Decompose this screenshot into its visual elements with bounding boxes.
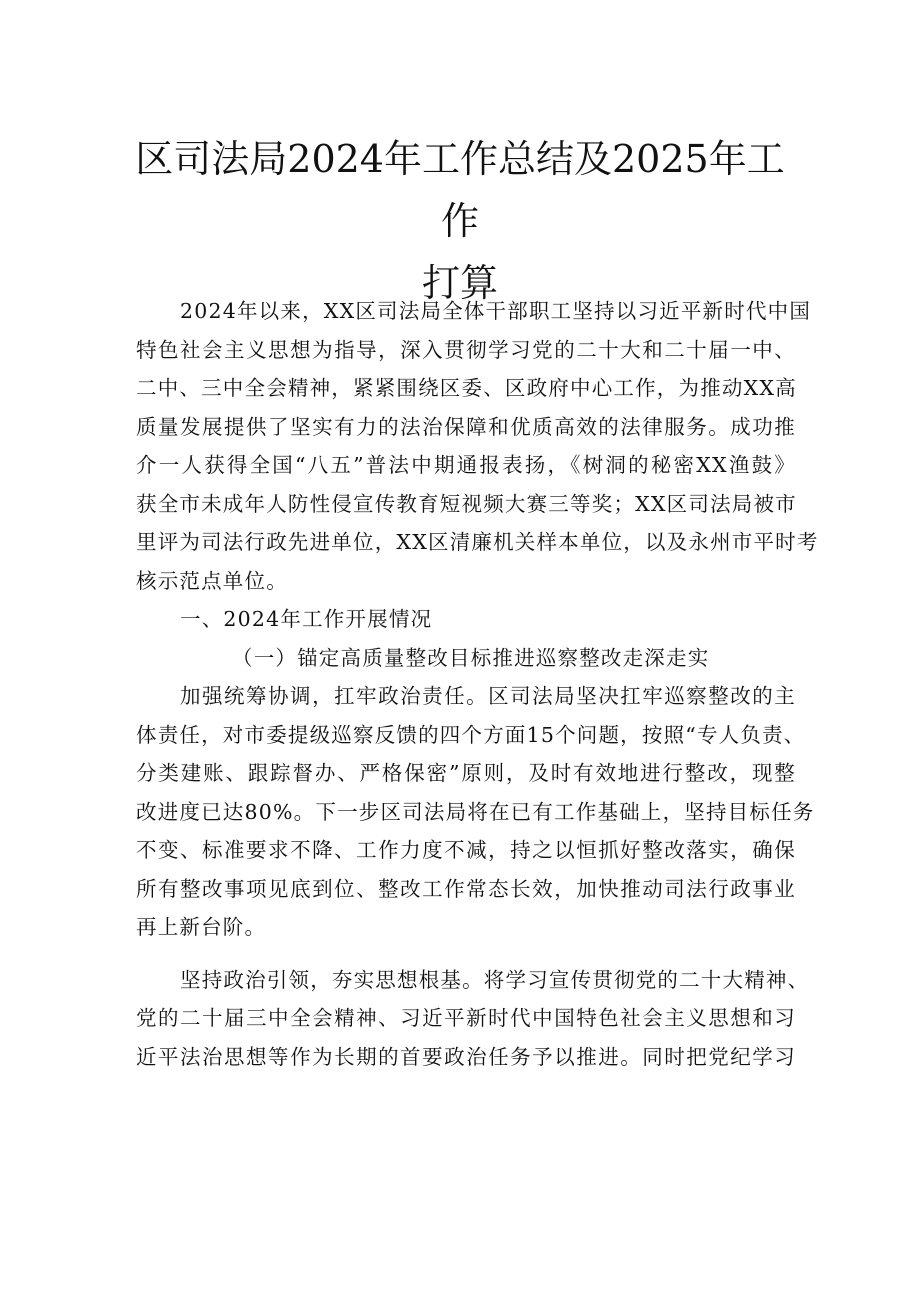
paragraph-line: 党的二十届三中全会精神、习近平新时代中国特色社会主义思想和习	[136, 1006, 796, 1030]
paragraph-line: 获全市未成年人防性侵宣传教育短视频大赛三等奖；XX区司法局被市	[136, 491, 797, 516]
section-heading: 一、2024年工作开展情况	[180, 607, 433, 631]
paragraph-line: 二中、三中全会精神，紧紧围绕区委、区政府中心工作，为推动XX高	[136, 376, 797, 400]
paragraph-line: 所有整改事项见底到位、整改工作常态长效，加快推动司法行政事业	[136, 876, 796, 901]
paragraph-line: 坚持政治引领，夯实思想根基。将学习宣传贯彻党的二十大精神、	[180, 967, 810, 992]
paragraph-line: 再上新台阶。	[136, 915, 267, 939]
paragraph-line: 2024年以来，XX区司法局全体干部职工坚持以习近平新时代中国	[180, 299, 812, 323]
paragraph-line: 核示范点单位。	[136, 568, 288, 593]
paragraph-line: 分类建账、跟踪督办、严格保密”原则，及时有效地进行整改，现整	[136, 761, 796, 785]
subsection-heading: （一）锚定高质量整改目标推进巡察整改走深走实	[232, 645, 710, 670]
paragraph-line: 介一人获得全国“八五”普法中期通报表扬，《树洞的秘密XX渔鼓》	[136, 453, 796, 477]
document-title	[120, 128, 800, 314]
paragraph-line: 不变、标准要求不降、工作力度不减，持之以恒抓好整改落实，确保	[136, 838, 796, 862]
paragraph-line: 近平法治思想等作为长期的首要政治任务予以推进。同时把党纪学习	[136, 1044, 796, 1069]
title-line-2: 打算	[421, 261, 498, 305]
paragraph-line: 体责任，对市委提级巡察反馈的四个方面15个问题，按照“专人负责、	[136, 722, 806, 747]
body-paragraph-2	[136, 961, 810, 1077]
intro-paragraph	[136, 292, 819, 600]
paragraph-gap	[136, 947, 796, 961]
document-body	[136, 292, 819, 1076]
title-line-1: 区司法局2024年工作总结及2025年工作	[135, 137, 785, 243]
paragraph-line: 质量发展提供了坚实有力的法治保障和优质高效的法律服务。成功推	[136, 414, 796, 439]
paragraph-line: 里评为司法行政先进单位，XX区清廉机关样本单位，以及永州市平时考	[136, 530, 819, 554]
paragraph-line: 特色社会主义思想为指导，深入贯彻学习党的二十大和二十届一中、	[136, 337, 796, 362]
body-paragraph-1	[136, 677, 815, 947]
paragraph-line: 改进度已达80%。下一步区司法局将在已有工作基础上，坚持目标任务	[136, 799, 815, 824]
paragraph-line: 加强统筹协调，扛牢政治责任。区司法局坚决扛牢巡察整改的主	[180, 684, 796, 708]
